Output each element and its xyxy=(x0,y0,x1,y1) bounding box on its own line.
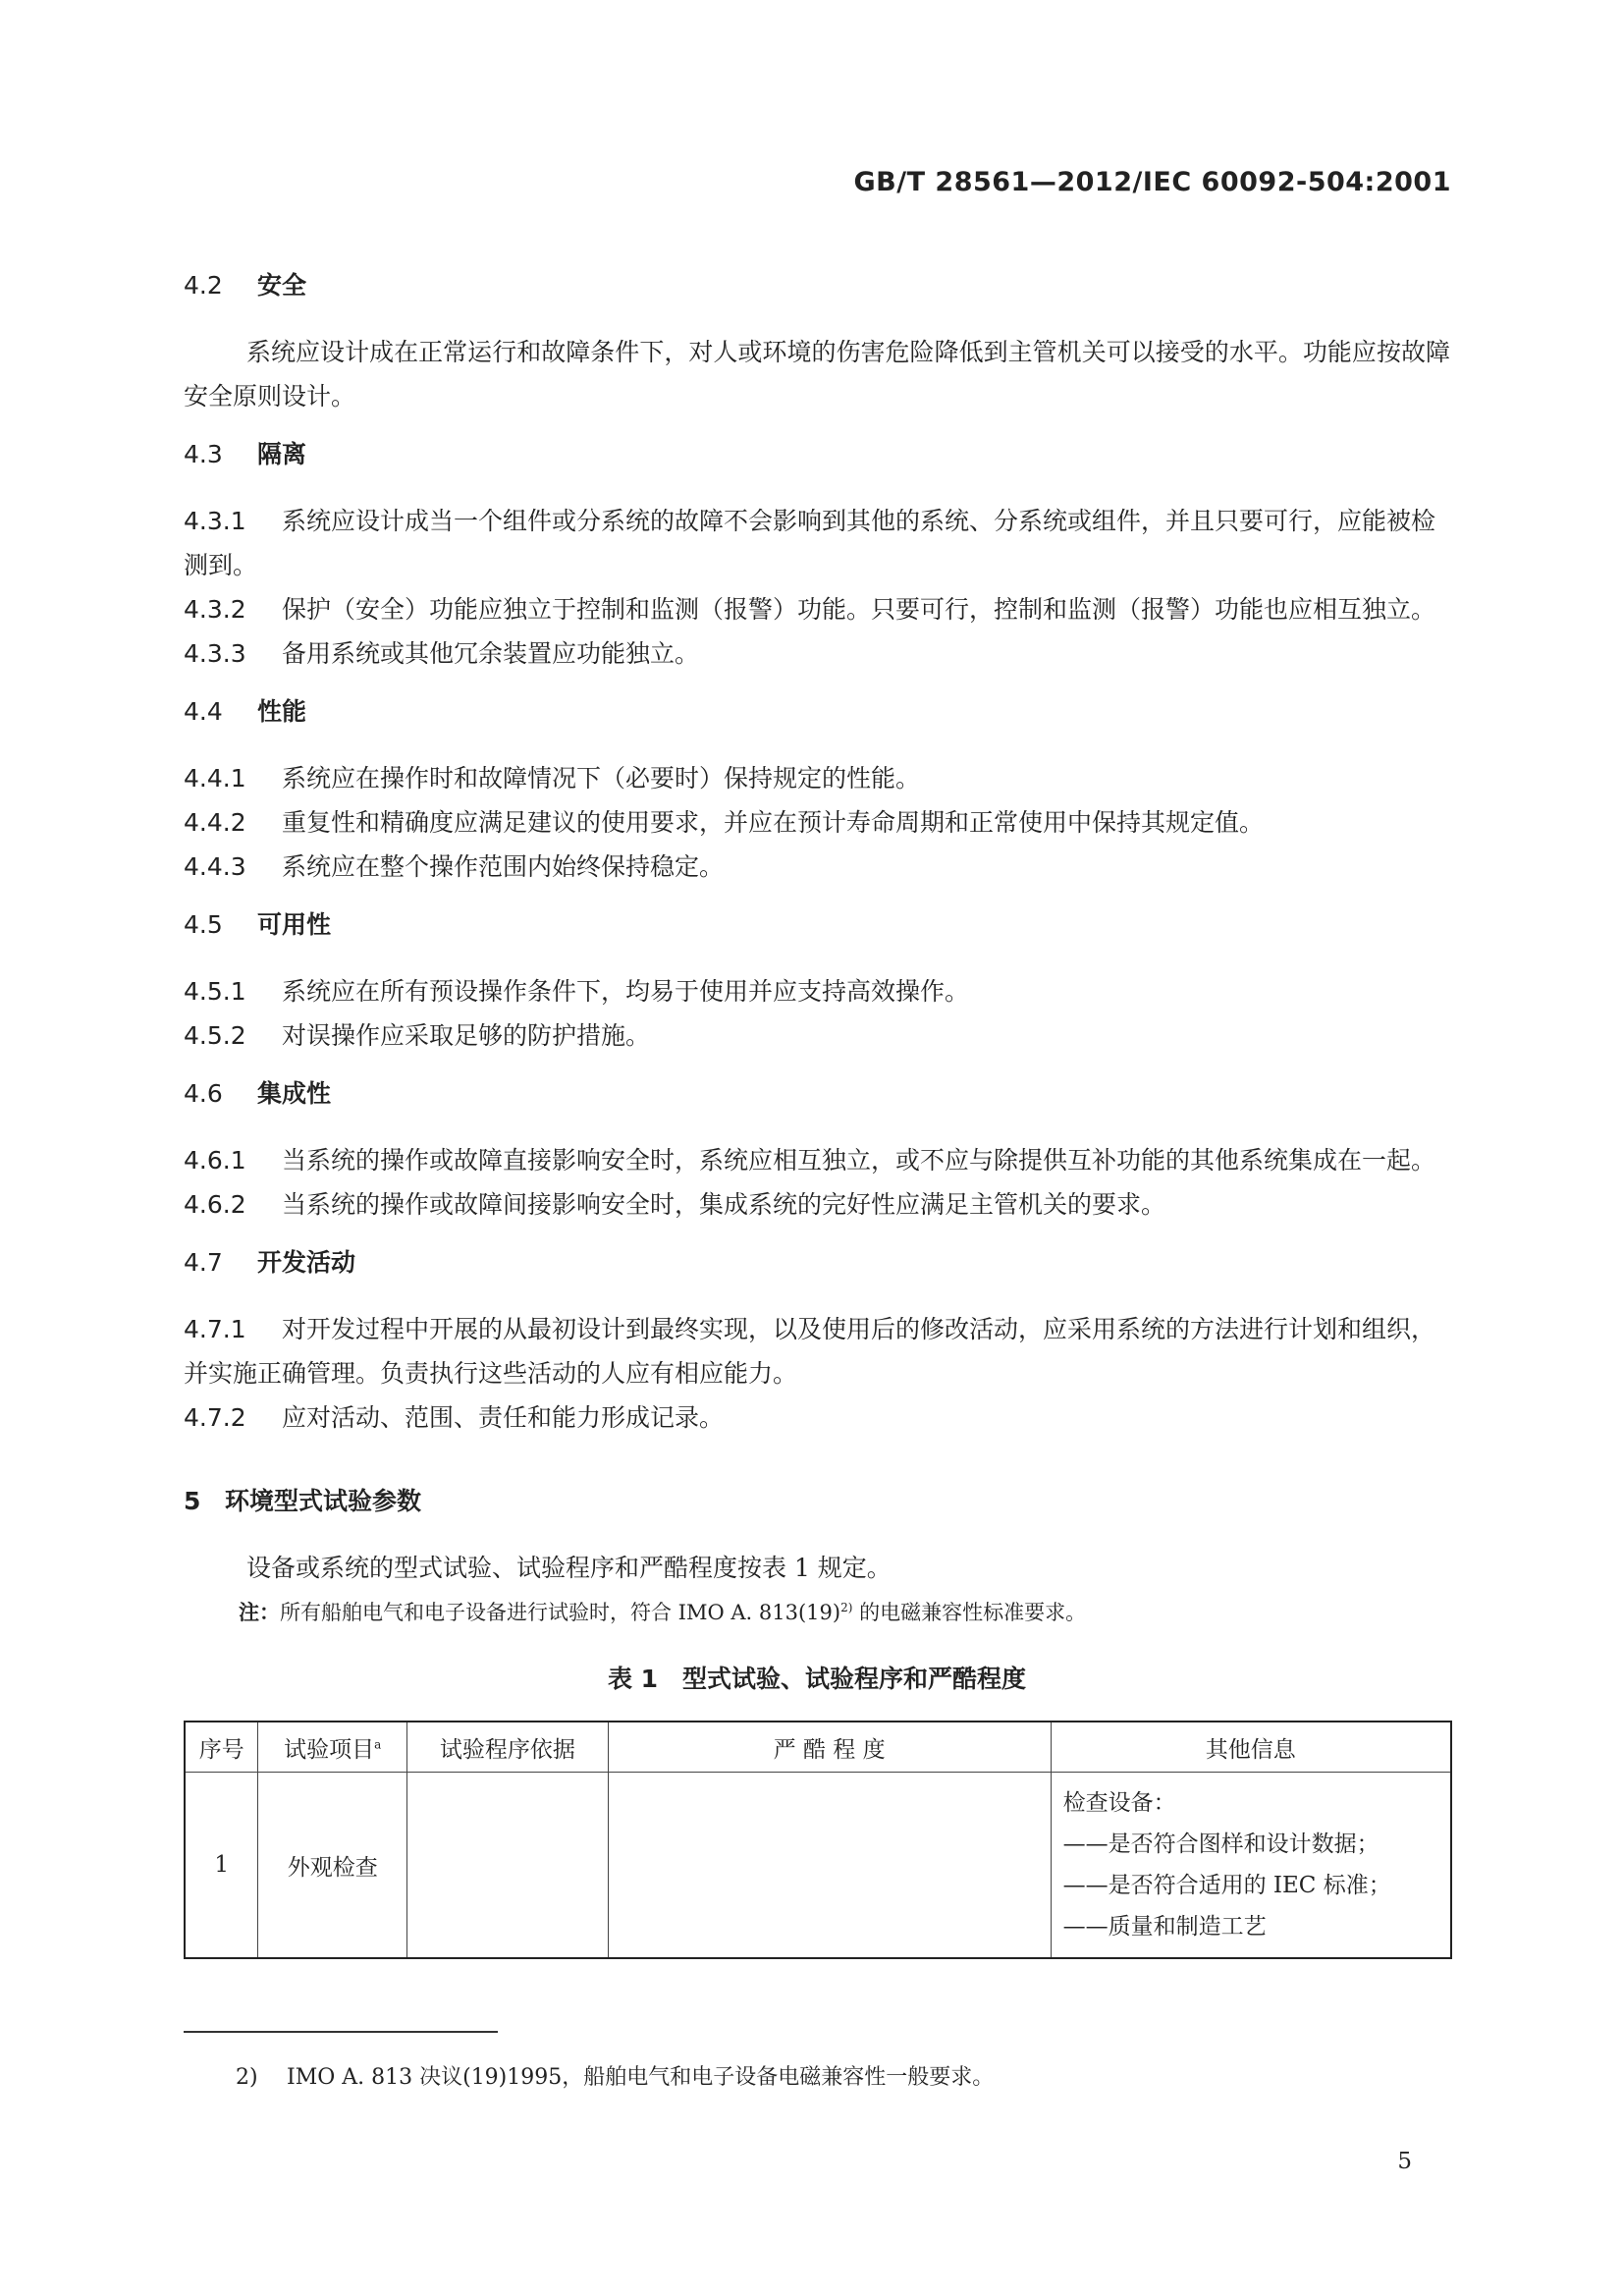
note-text-end: 的电磁兼容性标准要求。 xyxy=(852,1601,1087,1624)
clause-number: 4.7.1 xyxy=(184,1315,246,1343)
col-header-item-label: 试验项目 xyxy=(284,1736,375,1763)
chapter-intro: 设备或系统的型式试验、试验程序和严酷程度按表 1 规定。 xyxy=(246,1554,892,1582)
clause-4-4-3 xyxy=(184,845,1450,889)
clause-number: 4.5.1 xyxy=(184,977,246,1006)
note-text: 所有船舶电气和电子设备进行试验时，符合 IMO A. 813(19) xyxy=(280,1601,841,1624)
note-label: 注： xyxy=(239,1601,280,1624)
section-number: 4.4 xyxy=(184,697,223,726)
footnote xyxy=(236,2060,994,2091)
section-title: 集成性 xyxy=(257,1079,332,1108)
chapter-heading-5 xyxy=(184,1483,1450,1520)
cell-other xyxy=(1051,1773,1451,1959)
test-table xyxy=(184,1721,1452,1959)
section-title: 性能 xyxy=(257,697,307,726)
clause-4-7-1 xyxy=(184,1307,1450,1395)
clause-text: 对误操作应采取足够的防护措施。 xyxy=(282,1021,651,1050)
clause-number: 4.3.1 xyxy=(184,507,246,535)
info-line: ——是否符合图样和设计数据； xyxy=(1062,1831,1380,1857)
clause-text: 重复性和精确度应满足建议的使用要求，并应在预计寿命周期和正常使用中保持其规定值。 xyxy=(282,808,1265,837)
clause-text: 备用系统或其他冗余装置应功能独立。 xyxy=(282,639,700,668)
clause-text: 当系统的操作或故障间接影响安全时，集成系统的完好性应满足主管机关的要求。 xyxy=(282,1190,1166,1219)
section-title: 可用性 xyxy=(257,910,332,939)
clause-text: 当系统的操作或故障直接影响安全时，系统应相互独立，或不应与除提供互补功能的其他系统集成在一起。 xyxy=(282,1146,1436,1175)
page-number: 5 xyxy=(1397,2149,1412,2174)
clause-4-6-2 xyxy=(184,1182,1450,1227)
section-title: 安全 xyxy=(257,271,307,300)
section-number: 4.3 xyxy=(184,440,223,468)
clause-4-4-2 xyxy=(184,800,1450,845)
clause-number: 4.7.2 xyxy=(184,1403,246,1432)
clause-text: 应对活动、范围、责任和能力形成记录。 xyxy=(282,1403,725,1432)
clause-4-7-2 xyxy=(184,1395,1450,1440)
table-row xyxy=(185,1773,1451,1959)
clause-number: 4.4.3 xyxy=(184,852,246,881)
standard-code-header: GB/T 28561—2012/IEC 60092-504:2001 xyxy=(853,167,1451,197)
section-heading-4-3 xyxy=(184,436,1450,473)
clause-4-3-1 xyxy=(184,499,1450,587)
clause-4-6-1 xyxy=(184,1138,1450,1182)
clause-number: 4.6.1 xyxy=(184,1146,246,1175)
clause-text: 系统应在操作时和故障情况下（必要时）保持规定的性能。 xyxy=(282,764,921,793)
footnote-ref[interactable]: 2) xyxy=(840,1601,853,1614)
clause-4-3-2 xyxy=(184,587,1450,631)
table-title: 表 1 型式试验、试验程序和严酷程度 xyxy=(607,1665,1027,1693)
table-header-row xyxy=(185,1722,1451,1773)
col-header-severity: 严 酷 程 度 xyxy=(608,1722,1051,1773)
section-number: 4.2 xyxy=(184,271,223,300)
clause-4-5-1 xyxy=(184,969,1450,1013)
clause-number: 4.3.2 xyxy=(184,595,246,624)
cell-basis xyxy=(407,1773,609,1959)
section-number: 4.6 xyxy=(184,1079,223,1108)
cell-no: 1 xyxy=(185,1773,258,1959)
cell-severity xyxy=(608,1773,1051,1959)
col-header-basis: 试验程序依据 xyxy=(407,1722,609,1773)
chapter-title: 环境型式试验参数 xyxy=(225,1487,422,1515)
clause-text: 系统应在所有预设操作条件下，均易于使用并应支持高效操作。 xyxy=(282,977,970,1006)
section-title: 隔离 xyxy=(257,440,307,468)
section-heading-4-7 xyxy=(184,1244,1450,1282)
col-header-item xyxy=(258,1722,407,1773)
section-title: 开发活动 xyxy=(257,1248,356,1277)
section-number: 4.7 xyxy=(184,1248,223,1277)
clause-text: 系统应在整个操作范围内始终保持稳定。 xyxy=(282,852,725,881)
chapter-number: 5 xyxy=(184,1487,201,1515)
col-header-no: 序号 xyxy=(185,1722,258,1773)
info-line: ——是否符合适用的 IEC 标准； xyxy=(1062,1873,1391,1898)
clause-text: 保护（安全）功能应独立于控制和监测（报警）功能。只要可行，控制和监测（报警）功能也应相互独立。 xyxy=(282,595,1436,624)
clause-number: 4.6.2 xyxy=(184,1190,246,1219)
footnote-text: IMO A. 813 决议(19)1995，船舶电气和电子设备电磁兼容性一般要求。 xyxy=(287,2065,995,2090)
clause-number: 4.5.2 xyxy=(184,1021,246,1050)
footnote-divider xyxy=(184,2031,498,2033)
section-paragraph: 系统应设计成在正常运行和故障条件下，对人或环境的伤害危险降低到主管机关可以接受的水平。功能应按故障安全原则设计。 xyxy=(184,338,1450,410)
info-line: ——质量和制造工艺 xyxy=(1062,1914,1267,1940)
section-heading-4-6 xyxy=(184,1075,1450,1113)
section-heading-4-5 xyxy=(184,906,1450,944)
section-heading-4-4 xyxy=(184,693,1450,731)
footnote-mark: 2) xyxy=(236,2065,258,2090)
clause-number: 4.4.2 xyxy=(184,808,246,837)
clause-number: 4.3.3 xyxy=(184,639,246,668)
section-number: 4.5 xyxy=(184,910,223,939)
clause-text: 对开发过程中开展的从最初设计到最终实现，以及使用后的修改活动，应采用系统的方法进行计划和组织，并实施正确管理。负责执行这些活动的人应有相应能力。 xyxy=(184,1315,1436,1388)
page-content xyxy=(184,267,1450,1959)
table-footnote-ref: a xyxy=(374,1736,382,1751)
clause-number: 4.4.1 xyxy=(184,764,246,793)
clause-4-5-2 xyxy=(184,1013,1450,1058)
col-header-other: 其他信息 xyxy=(1051,1722,1451,1773)
clause-4-3-3 xyxy=(184,631,1450,676)
note xyxy=(184,1590,1450,1630)
section-heading-4-2 xyxy=(184,267,1450,304)
info-line: 检查设备： xyxy=(1062,1790,1176,1816)
clause-4-4-1 xyxy=(184,756,1450,800)
cell-item: 外观检查 xyxy=(258,1773,407,1959)
clause-text: 系统应设计成当一个组件或分系统的故障不会影响到其他的系统、分系统或组件，并且只要可行，应能被检测到。 xyxy=(184,507,1436,579)
